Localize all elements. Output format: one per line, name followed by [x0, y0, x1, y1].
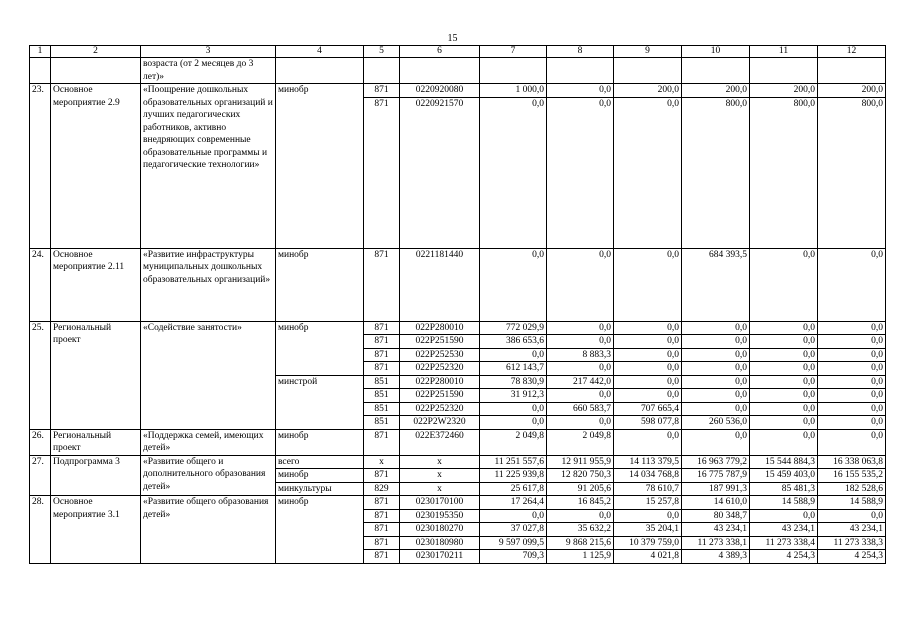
amount-cell: 15 257,8 [614, 496, 682, 510]
amount-cell: 2 049,8 [480, 429, 547, 455]
column-number: 2 [51, 46, 141, 58]
amount-cell: 0,0 [614, 97, 682, 248]
amount-cell: 0,0 [682, 402, 750, 416]
amount-cell: 0,0 [547, 389, 614, 403]
executor: минобр [276, 84, 364, 249]
budget-code: 022P251590 [400, 389, 480, 403]
event-name: «Развитие общего образования детей» [141, 496, 276, 564]
budget-code: 022P251590 [400, 335, 480, 349]
amount-cell: 0,0 [682, 389, 750, 403]
amount-cell: 0,0 [614, 429, 682, 455]
amount-cell: 0,0 [818, 335, 886, 349]
budget-code: 0220920080 [400, 84, 480, 98]
event-name: возраста (от 2 месяцев до 3 лет)» [141, 58, 276, 84]
table-row [30, 248, 886, 321]
grbs-code: 871 [364, 335, 400, 349]
amount-cell: 12 820 750,3 [547, 469, 614, 483]
budget-code: х [400, 469, 480, 483]
amount-cell: 200,0 [818, 84, 886, 98]
grbs-code: 871 [364, 429, 400, 455]
amount-cell: 0,0 [682, 335, 750, 349]
amount-cell: 0,0 [818, 509, 886, 523]
amount-cell: 0,0 [818, 389, 886, 403]
amount-cell: 200,0 [614, 84, 682, 98]
amount-cell: 43 234,1 [682, 523, 750, 537]
amount-cell: 0,0 [750, 402, 818, 416]
amount-cell: 35 632,2 [547, 523, 614, 537]
amount-cell: 0,0 [547, 335, 614, 349]
amount-cell: 0,0 [818, 362, 886, 376]
budget-code: 0230195350 [400, 509, 480, 523]
amount-cell: 0,0 [818, 348, 886, 362]
amount-cell: 187 991,3 [682, 482, 750, 496]
event-type: Региональный проект [51, 321, 141, 429]
grbs-code: 871 [364, 348, 400, 362]
event-type: Основное мероприятие 2.9 [51, 84, 141, 249]
amount-cell: 0,0 [614, 321, 682, 335]
amount-cell: 25 617,8 [480, 482, 547, 496]
event-type: Основное мероприятие 3.1 [51, 496, 141, 564]
column-number: 12 [818, 46, 886, 58]
budget-code: 022P280010 [400, 321, 480, 335]
amount-cell: 37 027,8 [480, 523, 547, 537]
executor: минобр [276, 496, 364, 564]
amount-cell: 800,0 [682, 97, 750, 248]
amount-cell: 4 254,3 [818, 550, 886, 564]
amount-cell: 0,0 [547, 248, 614, 321]
amount-cell: 0,0 [750, 335, 818, 349]
table-row [30, 496, 886, 510]
budget-code: 0230170100 [400, 496, 480, 510]
grbs-code: 851 [364, 375, 400, 389]
amount-cell: 0,0 [480, 248, 547, 321]
amount-cell: 0,0 [614, 248, 682, 321]
amount-cell: 0,0 [818, 248, 886, 321]
event-type: Региональный проект [51, 429, 141, 455]
column-number: 7 [480, 46, 547, 58]
amount-cell: 0,0 [750, 389, 818, 403]
amount-cell: 217 442,0 [547, 375, 614, 389]
grbs-code: 871 [364, 362, 400, 376]
amount-cell: 2 049,8 [547, 429, 614, 455]
amount-cell: 0,0 [750, 509, 818, 523]
amount-cell: 0,0 [614, 389, 682, 403]
event-name: «Развитие общего и дополнительного образования детей» [141, 455, 276, 496]
amount-cell: 31 912,3 [480, 389, 547, 403]
grbs-code: 871 [364, 509, 400, 523]
amount-cell: 0,0 [614, 348, 682, 362]
budget-code: 0221181440 [400, 248, 480, 321]
amount-cell: 43 234,1 [750, 523, 818, 537]
amount-cell: 772 029,9 [480, 321, 547, 335]
column-number: 11 [750, 46, 818, 58]
executor: минобр [276, 469, 364, 483]
amount-cell: 0,0 [480, 97, 547, 248]
grbs-code: 829 [364, 482, 400, 496]
amount-cell: 0,0 [682, 321, 750, 335]
amount-cell: 1 000,0 [480, 84, 547, 98]
row-number: 26. [30, 429, 51, 455]
amount-cell: 0,0 [818, 402, 886, 416]
amount-cell: 14 113 379,5 [614, 455, 682, 469]
amount-cell: 78 830,9 [480, 375, 547, 389]
grbs-code: 871 [364, 496, 400, 510]
column-number: 6 [400, 46, 480, 58]
event-name: «Содействие занятости» [141, 321, 276, 429]
column-number: 8 [547, 46, 614, 58]
table-row [30, 429, 886, 455]
budget-code: 022E372460 [400, 429, 480, 455]
amount-cell: 0,0 [818, 416, 886, 430]
amount-cell: 0,0 [547, 97, 614, 248]
column-number: 3 [141, 46, 276, 58]
amount-cell: 85 481,3 [750, 482, 818, 496]
column-number: 4 [276, 46, 364, 58]
executor: минобр [276, 429, 364, 455]
amount-cell: 0,0 [480, 348, 547, 362]
budget-table [29, 45, 886, 564]
amount-cell: 4 021,8 [614, 550, 682, 564]
grbs-code: 871 [364, 84, 400, 98]
amount-cell: 11 273 338,1 [682, 536, 750, 550]
row-number: 27. [30, 455, 51, 496]
amount-cell: 14 588,9 [818, 496, 886, 510]
amount-cell: 0,0 [750, 321, 818, 335]
amount-cell: 12 911 955,9 [547, 455, 614, 469]
amount-cell: 0,0 [547, 509, 614, 523]
column-number: 5 [364, 46, 400, 58]
budget-code: 022P252530 [400, 348, 480, 362]
amount-cell: 800,0 [818, 97, 886, 248]
table-row [30, 321, 886, 335]
amount-cell: 598 077,8 [614, 416, 682, 430]
amount-cell: 0,0 [750, 348, 818, 362]
amount-cell: 200,0 [682, 84, 750, 98]
grbs-code: 871 [364, 550, 400, 564]
amount-cell: 11 273 338,4 [750, 536, 818, 550]
amount-cell: 0,0 [547, 416, 614, 430]
executor: всего [276, 455, 364, 469]
amount-cell: 707 665,4 [614, 402, 682, 416]
event-type: Основное мероприятие 2.11 [51, 248, 141, 321]
grbs-code: х [364, 455, 400, 469]
amount-cell: 0,0 [750, 375, 818, 389]
budget-code: 022P252320 [400, 362, 480, 376]
amount-cell: 612 143,7 [480, 362, 547, 376]
amount-cell: 16 963 779,2 [682, 455, 750, 469]
amount-cell: 11 273 338,3 [818, 536, 886, 550]
budget-code: 0230170211 [400, 550, 480, 564]
row-number: 24. [30, 248, 51, 321]
amount-cell: 0,0 [750, 429, 818, 455]
amount-cell: 14 588,9 [750, 496, 818, 510]
amount-cell: 16 155 535,2 [818, 469, 886, 483]
page-number: 15 [447, 33, 458, 44]
amount-cell: 10 379 759,0 [614, 536, 682, 550]
amount-cell: 16 775 787,9 [682, 469, 750, 483]
grbs-code: 871 [364, 523, 400, 537]
amount-cell: 4 254,3 [750, 550, 818, 564]
executor: минстрой [276, 375, 364, 429]
amount-cell: 1 125,9 [547, 550, 614, 564]
amount-cell: 386 653,6 [480, 335, 547, 349]
amount-cell: 0,0 [682, 362, 750, 376]
amount-cell: 35 204,1 [614, 523, 682, 537]
amount-cell: 8 883,3 [547, 348, 614, 362]
amount-cell: 16 338 063,8 [818, 455, 886, 469]
amount-cell: 0,0 [818, 429, 886, 455]
amount-cell: 16 845,2 [547, 496, 614, 510]
event-name: «Поощрение дошкольных образовательных организаций и лучших педагогических работников, активно внедряющих современные образовательные программы и педагогические технологии» [141, 84, 276, 249]
amount-cell: 11 225 939,8 [480, 469, 547, 483]
amount-cell: 0,0 [480, 402, 547, 416]
amount-cell: 684 393,5 [682, 248, 750, 321]
amount-cell: 0,0 [547, 362, 614, 376]
amount-cell: 4 389,3 [682, 550, 750, 564]
amount-cell: 0,0 [480, 416, 547, 430]
grbs-code: 871 [364, 469, 400, 483]
event-name: «Развитие инфраструктуры муниципальных дошкольных образовательных организаций» [141, 248, 276, 321]
amount-cell: 14 610,0 [682, 496, 750, 510]
amount-cell: 15 544 884,3 [750, 455, 818, 469]
amount-cell: 0,0 [682, 348, 750, 362]
budget-code: 022P280010 [400, 375, 480, 389]
amount-cell: 182 528,6 [818, 482, 886, 496]
grbs-code: 871 [364, 97, 400, 248]
amount-cell: 200,0 [750, 84, 818, 98]
grbs-code: 871 [364, 321, 400, 335]
amount-cell: 709,3 [480, 550, 547, 564]
budget-code: 022P2W2320 [400, 416, 480, 430]
executor: минкультуры [276, 482, 364, 496]
grbs-code: 851 [364, 389, 400, 403]
row-number: 23. [30, 84, 51, 249]
event-type: Подпрограмма 3 [51, 455, 141, 496]
amount-cell: 14 034 768,8 [614, 469, 682, 483]
grbs-code: 851 [364, 416, 400, 430]
amount-cell: 15 459 403,0 [750, 469, 818, 483]
row-number: 28. [30, 496, 51, 564]
amount-cell: 80 348,7 [682, 509, 750, 523]
amount-cell: 11 251 557,6 [480, 455, 547, 469]
amount-cell: 9 868 215,6 [547, 536, 614, 550]
amount-cell: 0,0 [614, 362, 682, 376]
row-number: 25. [30, 321, 51, 429]
table-row [30, 455, 886, 469]
amount-cell: 0,0 [547, 321, 614, 335]
column-number: 1 [30, 46, 51, 58]
grbs-code: 871 [364, 248, 400, 321]
amount-cell: 0,0 [614, 335, 682, 349]
grbs-code: 851 [364, 402, 400, 416]
amount-cell: 91 205,6 [547, 482, 614, 496]
amount-cell: 800,0 [750, 97, 818, 248]
amount-cell: 0,0 [818, 375, 886, 389]
amount-cell: 0,0 [682, 429, 750, 455]
amount-cell: 0,0 [750, 362, 818, 376]
amount-cell: 0,0 [480, 509, 547, 523]
budget-code: 0220921570 [400, 97, 480, 248]
amount-cell: 660 583,7 [547, 402, 614, 416]
amount-cell: 0,0 [682, 375, 750, 389]
amount-cell: 0,0 [614, 375, 682, 389]
table-row [30, 84, 886, 98]
amount-cell: 0,0 [614, 509, 682, 523]
executor: минобр [276, 248, 364, 321]
budget-code: х [400, 482, 480, 496]
amount-cell: 78 610,7 [614, 482, 682, 496]
amount-cell: 260 536,0 [682, 416, 750, 430]
amount-cell: 0,0 [818, 321, 886, 335]
column-numbers-row [30, 46, 886, 58]
executor: минобр [276, 321, 364, 375]
column-number: 10 [682, 46, 750, 58]
amount-cell: 43 234,1 [818, 523, 886, 537]
event-name: «Поддержка семей, имеющих детей» [141, 429, 276, 455]
budget-code: х [400, 455, 480, 469]
budget-code: 0230180270 [400, 523, 480, 537]
amount-cell: 0,0 [750, 416, 818, 430]
budget-code: 022P252320 [400, 402, 480, 416]
amount-cell: 0,0 [750, 248, 818, 321]
amount-cell: 9 597 099,5 [480, 536, 547, 550]
budget-code: 0230180980 [400, 536, 480, 550]
grbs-code: 871 [364, 536, 400, 550]
column-number: 9 [614, 46, 682, 58]
table-row [30, 58, 886, 84]
amount-cell: 0,0 [547, 84, 614, 98]
amount-cell: 17 264,4 [480, 496, 547, 510]
